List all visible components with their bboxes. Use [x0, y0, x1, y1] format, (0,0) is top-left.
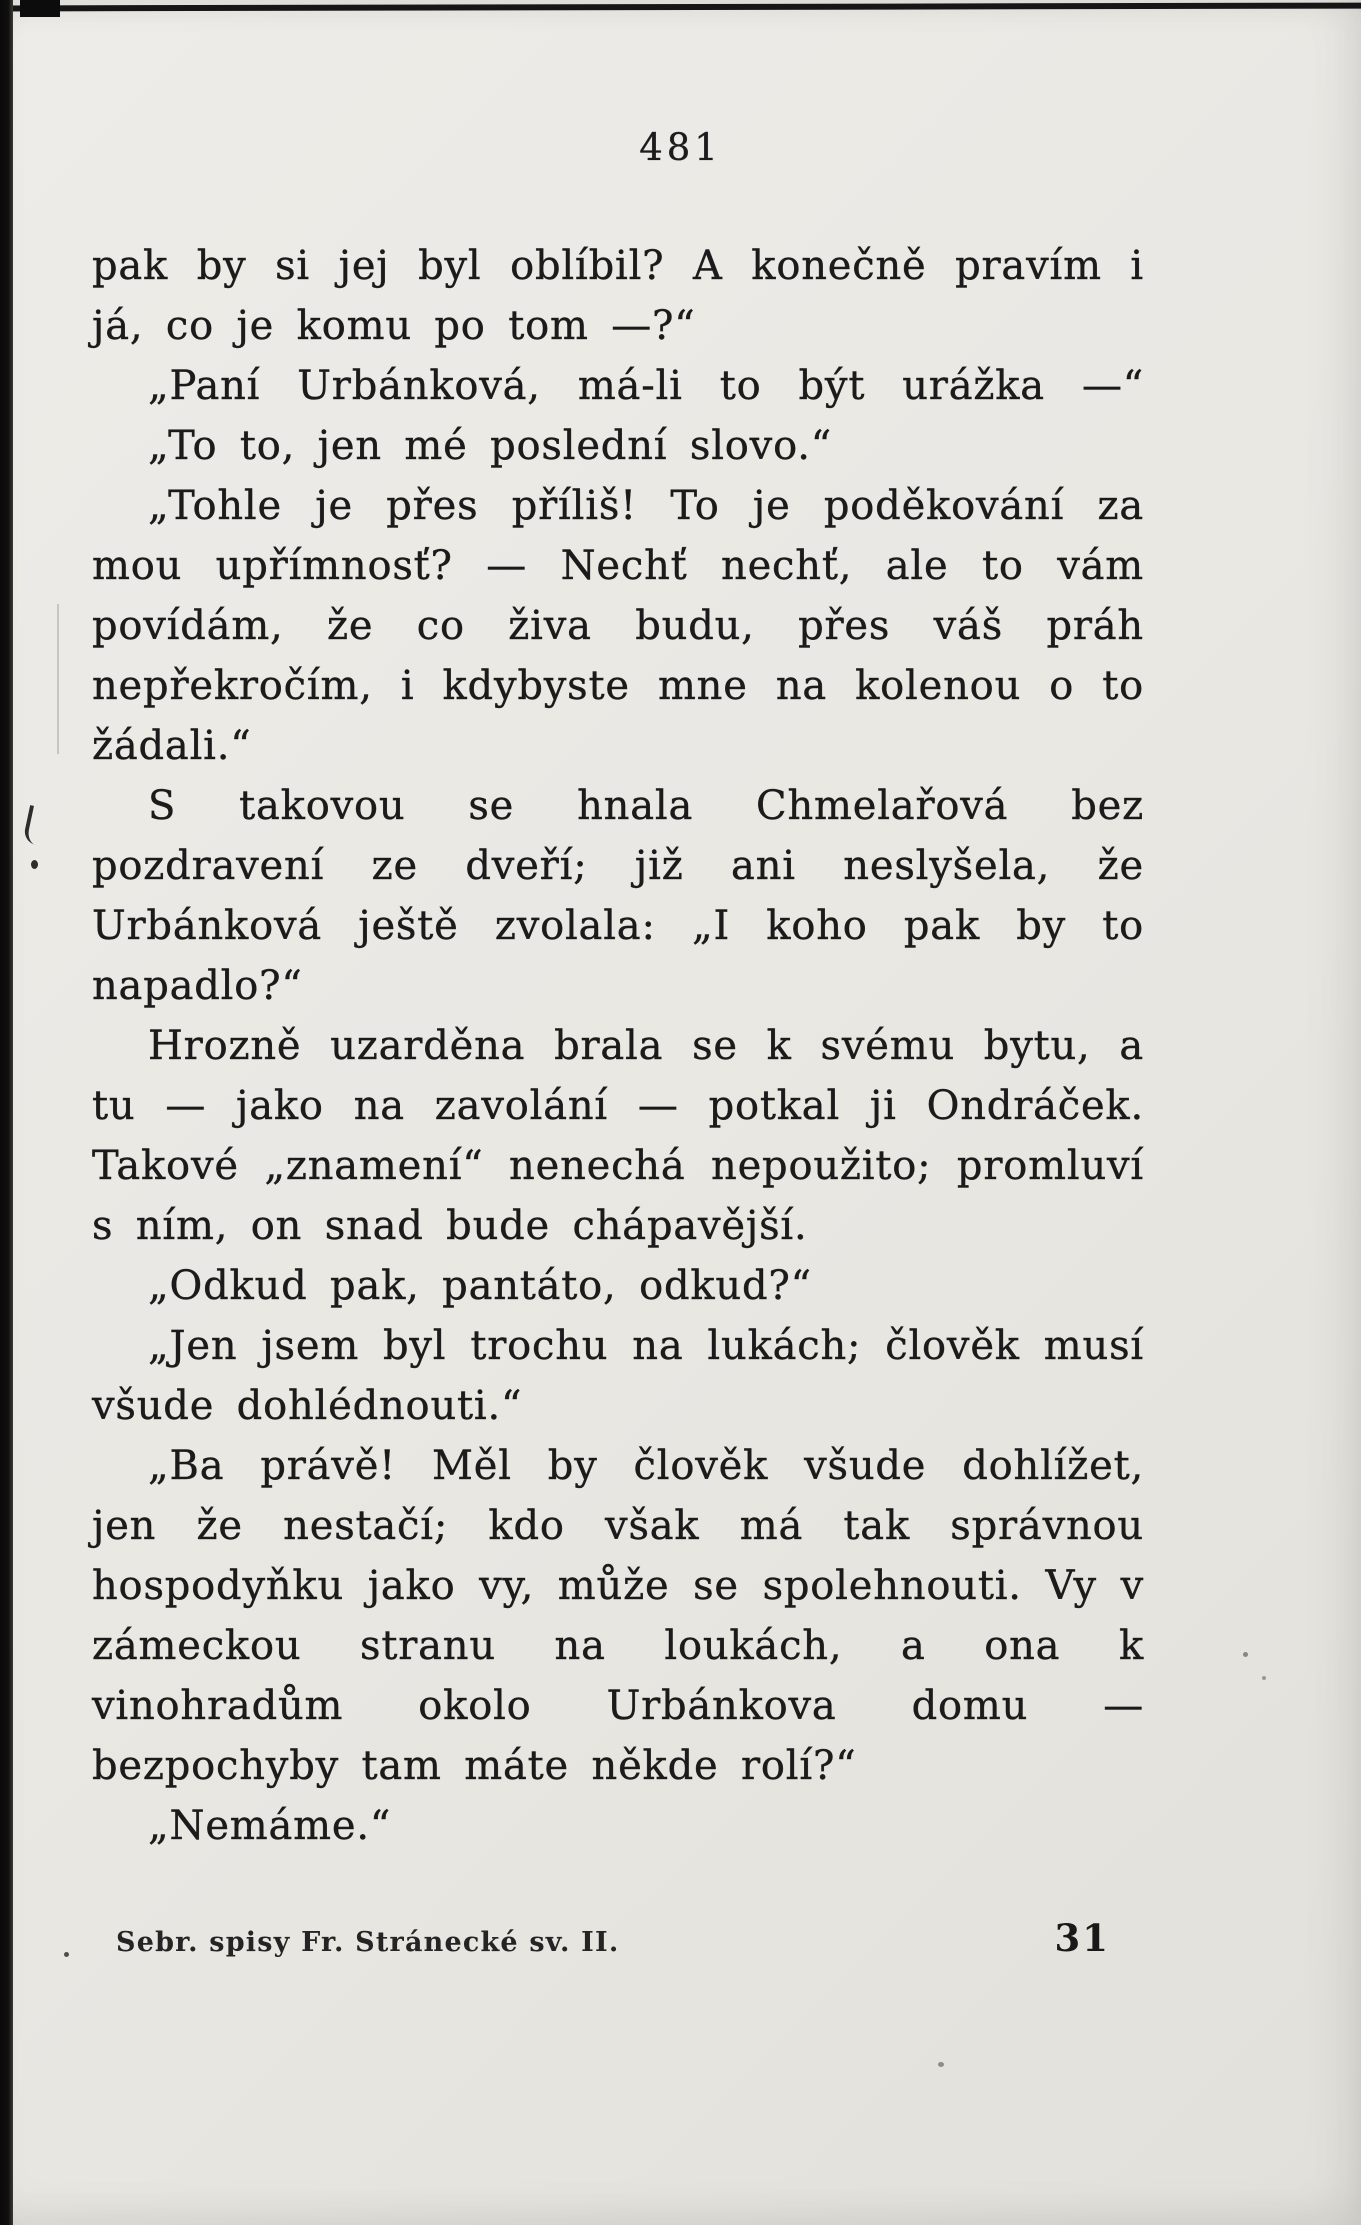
paragraph-3: „To to, jen mé poslední slovo.“ [148, 423, 833, 469]
page-number: 481 [639, 126, 722, 169]
margin-annotation-dot [31, 860, 38, 869]
scan-speck [1262, 1676, 1266, 1680]
scan-speck [1243, 1652, 1248, 1657]
paragraph-8: „Jen jsem byl trochu na lukách; člověk musí všude dohlédnouti.“ [92, 1323, 1144, 1429]
page-footer [92, 1916, 1144, 1960]
text-block [92, 236, 1144, 1856]
paragraph-2: „Paní Urbánková, má-li to být urážka —“ [148, 363, 1144, 409]
paragraph-1: pak by si jej byl oblíbil? A konečně pravím i já, co je komu po tom —?“ [92, 243, 1144, 349]
paragraph-10: „Nemáme.“ [148, 1803, 392, 1849]
scan-left-edge [0, 0, 13, 2225]
footer-signature-number: 31 [1054, 1916, 1110, 1960]
paragraph-7: „Odkud pak, pantáto, odkud?“ [148, 1263, 812, 1309]
scan-speck [64, 1952, 69, 1957]
paragraph-4: „Tohle je přes příliš! To je poděkování za mou upřímnosť? — Nechť nechť, ale to vám povídám, že co živa budu, přes váš práh nepřekročím, i kdybyste mne na kolenou o to žádali.“ [92, 483, 1144, 769]
footer-imprint: Sebr. spisy Fr. Stránecké sv. II. [116, 1927, 620, 1958]
scan-fold-line [57, 604, 59, 754]
margin-annotation-mark [22, 805, 44, 845]
scan-speck [938, 2062, 944, 2067]
paragraph-9: „Ba právě! Měl by člověk všude dohlížet, jen že nestačí; kdo však má tak správnou hospodyňku jako vy, může se spolehnouti. Vy v zámeckou stranu na loukách, a ona k vinohradům okolo Urbánkova domu — bezpochyby tam máte někde rolí?“ [92, 1443, 1144, 1789]
scan-corner-mark [20, 0, 60, 17]
paragraph-5: S takovou se hnala Chmelařová bez pozdravení ze dveří; již ani neslyšela, že Urbánková ještě zvolala: „I koho pak by to napadlo?“ [92, 783, 1144, 1009]
paragraph-6: Hrozně uzarděna brala se k svému bytu, a tu — jako na zavolání — potkal ji Ondráček. Takové „znamení“ nenechá nepoužito; promluví s ním, on snad bude chápavější. [92, 1023, 1144, 1249]
scan-top-edge [0, 3, 1361, 12]
